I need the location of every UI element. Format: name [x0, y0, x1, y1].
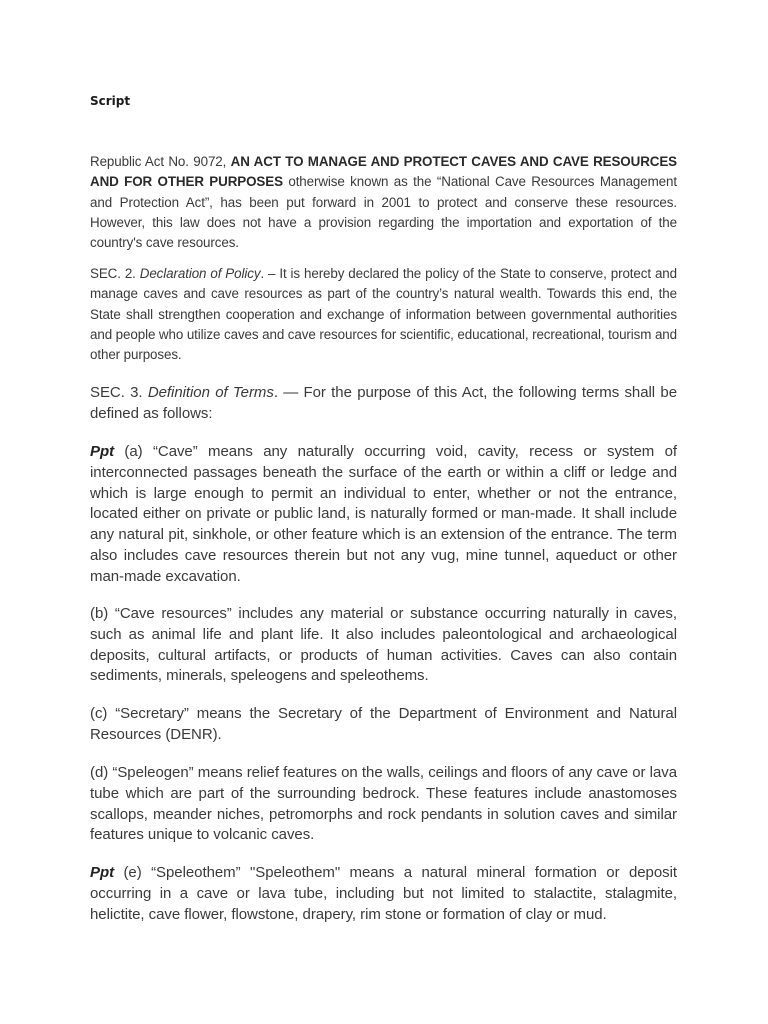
section-2-text: . – It is hereby declared the policy of the State to conserve, protect and manage caves and cave resources as part of the country’s natural wealth. Towards this end, the State shall strengthen cooperation and exchange of information between governmental authorities and people who utilize caves and cave resources for scientific, educational, recreational, tourism and other purposes. [90, 266, 677, 363]
section-3-term: Definition of Terms [147, 384, 274, 401]
definition-e-text: (e) “Speleothem” "Speleothem" means a natural mineral formation or deposit occurring in a cave or lava tube, including but not limited to stalactite, stalagmite, helictite, cave flower, flowstone, drapery, rim stone or formation of clay or mud. [90, 864, 677, 923]
section-2-paragraph [90, 264, 677, 365]
section-3-label: SEC. 3. [90, 384, 148, 401]
section-3-paragraph [90, 383, 677, 425]
definition-a-paragraph [90, 442, 677, 588]
ppt-marker-e: Ppt [90, 864, 115, 881]
definition-e-paragraph [90, 863, 677, 925]
act-title: AN ACT TO MANAGE AND PROTECT CAVES AND CAVE RESOURCES AND FOR OTHER PURPOSES [90, 154, 677, 190]
intro-paragraph [90, 152, 677, 253]
definition-d-paragraph: (d) “Speleogen” means relief features on the walls, ceilings and floors of any cave or lava tube which are part of the surrounding bedrock. These features include anastomoses scallops, meander niches, petromorphs and rock pendants in solution caves and similar features unique to volcanic caves. [90, 764, 677, 844]
ppt-marker-a: Ppt [90, 443, 115, 460]
section-2-label: SEC. 2. [90, 266, 140, 281]
definition-c-paragraph: (c) “Secretary” means the Secretary of the Department of Environment and Natural Resources (DENR). [90, 705, 677, 743]
intro-rest: otherwise known as the “National Cave Resources Management and Protection Act”, has been put forward in 2001 to protect and conserve these resources. However, this law does not have a provision regarding the importation and exportation of the country's cave resources. [90, 174, 677, 251]
definition-b-paragraph: (b) “Cave resources” includes any material or substance occurring naturally in caves, such as animal life and plant life. It also includes paleontological and archaeological deposits, cultural artifacts, or products of human activities. Caves can also contain sediments, minerals, speleogens and speleothems. [90, 605, 677, 685]
document-heading: Script [90, 94, 131, 108]
definition-a-text: (a) “Cave” means any naturally occurring void, cavity, recess or system of interconnected passages beneath the surface of the earth or within a cliff or ledge and which is large enough to permit an individual to enter, whether or not the entrance, located either on private or public land, is naturally formed or man-made. It shall include any natural pit, sinkhole, or other feature which is an extension of the entrance. The term also includes cave resources therein but not any vug, mine tunnel, aqueduct or other man-made excavation. [90, 443, 677, 585]
section-3-text: . — For the purpose of this Act, the following terms shall be defined as follows: [90, 384, 677, 422]
intro-lead: Republic Act No. 9072, [90, 154, 231, 169]
section-2-term: Declaration of Policy [139, 266, 261, 281]
